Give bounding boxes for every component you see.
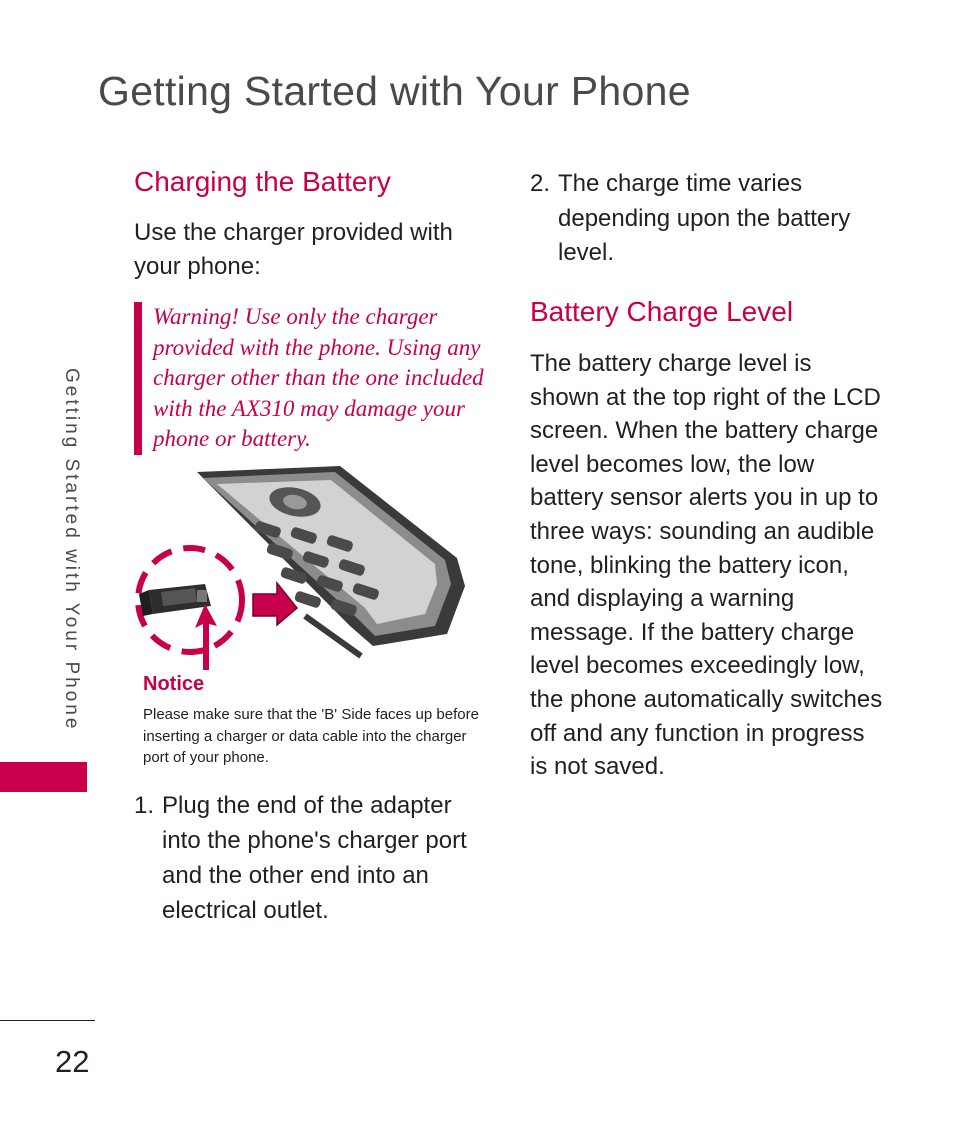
step-1-text: Plug the end of the adapter into the phone's charger port and the other end into an electrical outlet. [162,792,467,924]
side-section-tab [0,762,87,792]
phone-illustration [135,466,470,676]
step-2 [530,167,870,271]
side-section-label: Getting Started with Your Phone [61,368,82,732]
notice-text: Please make sure that the 'B' Side faces up before inserting a charger or data cable into the charger port of your phone. [143,706,479,766]
page-number: 22 [55,1044,90,1079]
step-2-number: 2. [530,170,551,197]
step-1 [134,788,484,928]
battery-level-heading: Battery Charge Level [530,296,794,327]
battery-level-body: The battery charge level is shown at the top right of the LCD screen. When the battery charge level becomes low, the low battery sensor alerts you in up to three ways: sounding an audible tone, blinking the battery icon, and displaying a warning message. If the battery charge level becomes exceedingly low, the phone automatically switches off and any function in progress is not saved. [530,350,883,781]
charger-illustration [135,466,470,676]
footer-divider [0,1020,95,1021]
up-arrow-icon [195,604,217,670]
step-2-text: The charge time varies depending upon the battery level. [558,170,851,266]
notice-title: Notice [143,673,205,695]
charging-intro: Use the charger provided with your phone: [134,219,453,280]
warning-callout: Warning! Use only the charger provided with the phone. Using any charger other than the one included with the AX310 may damage your phone or battery. [134,302,493,455]
charger-plug-icon [139,584,211,616]
step-1-number: 1. [134,792,155,819]
charging-heading: Charging the Battery [134,166,391,197]
page-title: Getting Started with Your Phone [98,68,691,114]
right-arrow-icon [253,583,297,625]
